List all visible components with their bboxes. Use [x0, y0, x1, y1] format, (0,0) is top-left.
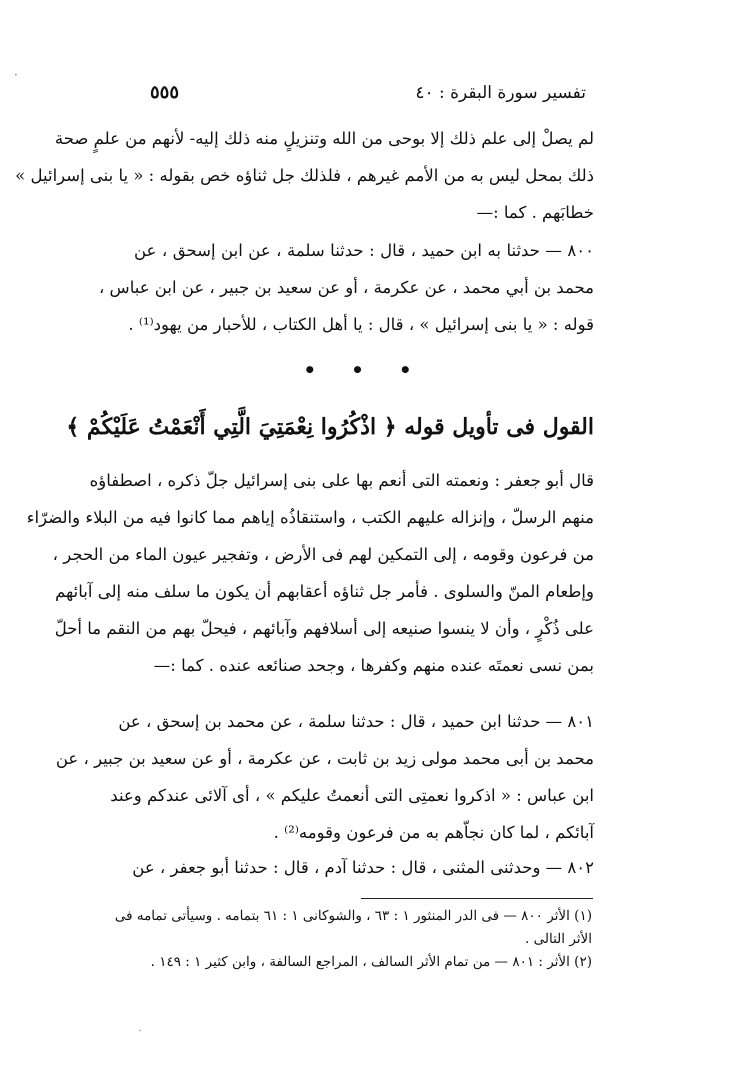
text-line: منهم الرسلّ ، وإنزاله عليهم الكتب ، واستنقاذُه إياهم مما كانوا فيه من البلاء والضرّاء	[26, 508, 594, 527]
commentary-paragraph	[26, 462, 594, 684]
text-line: ٨٠١ — حدثنا ابن حميد ، قال : حدثنا سلمة ، عن محمد بن إسحق ، عن	[118, 712, 594, 731]
footnote-line: (٢) الأثر : ٨٠١ — من تمام الأثر السالف ، المراجع السالفة ، وابن كثير ١ : ١٤٩ .	[150, 954, 592, 970]
text-line: من فرعون وقومه ، إلى التمكين لهم فى الأرض ، وتفجير عيون الماء من الحجر ،	[52, 545, 594, 564]
text-line: لم يصلْ إلى علم ذلك إلا بوحى من الله وتنزيلٍ منه ذلك إليه- لأنهم من علمٍ صحة	[54, 129, 594, 148]
text-line: قوله : « يا بنى إسرائيل » ، قال : يا أهل الكتاب ، للأحبار من يهود⁽¹⁾ .	[128, 315, 594, 334]
narration-802	[134, 849, 594, 886]
text-line: بمن نسى نعمتَه عنده منهم وكفرها ، وجحد صنائعه عنده . كما :—	[153, 656, 594, 675]
text-line: وإطعام المنّ والسلوى . فأمر جل ثناؤه أعقابهم أن يكون ما سلف منه إلى آبائهم	[55, 582, 594, 601]
scan-speck: ·	[14, 68, 18, 82]
text-line: ٨٠٠ — حدثنا به ابن حميد ، قال : حدثنا سلمة ، عن ابن إسحق ، عن	[134, 241, 594, 260]
footnote-divider	[361, 898, 593, 899]
scan-speck: ˏ	[138, 1018, 142, 1032]
text-line: محمد بن أبي محمد ، عن عكرمة ، أو عن سعيد بن جبير ، عن ابن عباس ،	[98, 278, 594, 297]
footnotes	[114, 905, 592, 974]
narration-801	[55, 703, 594, 851]
page-header	[150, 82, 586, 103]
text-line: آبائكم ، لما كان نجاّهم به من فرعون وقومه⁽²⁾ .	[273, 823, 594, 842]
section-separator: • • •	[303, 358, 426, 382]
narration-800	[98, 232, 594, 343]
text-line: قال أبو جعفر : ونعمته التى أنعم بها على بنى إسرائيل جلّ ذكره ، اصطفاؤه	[89, 471, 594, 490]
text-line: على ذُكْرٍ ، وأن لا ينسوا صنيعه إلى أسلافهم وآبائهم ، فيحلّ بهم من النقم ما أحلّ	[54, 619, 594, 638]
text-line: ٨٠٢ — وحدثنى المثنى ، قال : حدثنا آدم ، قال : حدثنا أبو جعفر ، عن	[132, 858, 594, 877]
running-title: تفسير سورة البقرة : ٤٠	[415, 82, 586, 103]
section-heading: القول فى تأويل قوله ﴿ اذْكُرُوا نِعْمَتِيَ الَّتِي أَنْعَمْتُ عَلَيْكُمْ ﴾	[66, 414, 594, 440]
page-number: ٥٥٥	[150, 82, 180, 103]
footnote-line: الأثر التالى .	[525, 931, 592, 947]
text-line: ذلك بمحل ليس به من الأمم غيرهم ، فلذلك جل ثناؤه خص بقوله : « يا بنى إسرائيل »	[15, 166, 594, 185]
footnote-line: (١) الأثر ٨٠٠ — فى الدر المنثور ١ : ٦٣ ، والشوكانى ١ : ٦١ بتمامه . وسيأتى تمامه فى	[114, 908, 592, 924]
text-line: ابن عباس : « اذكروا نعمتِى التى أنعمتُ عليكم » ، أى آلائى عندكم وعند	[110, 786, 594, 805]
paragraph-continuation	[15, 120, 594, 231]
text-line: خطابَهم . كما :—	[476, 203, 594, 222]
text-line: محمد بن أبى محمد مولى زيد بن ثابت ، عن عكرمة ، أو عن سعيد بن جبير ، عن	[55, 749, 594, 768]
